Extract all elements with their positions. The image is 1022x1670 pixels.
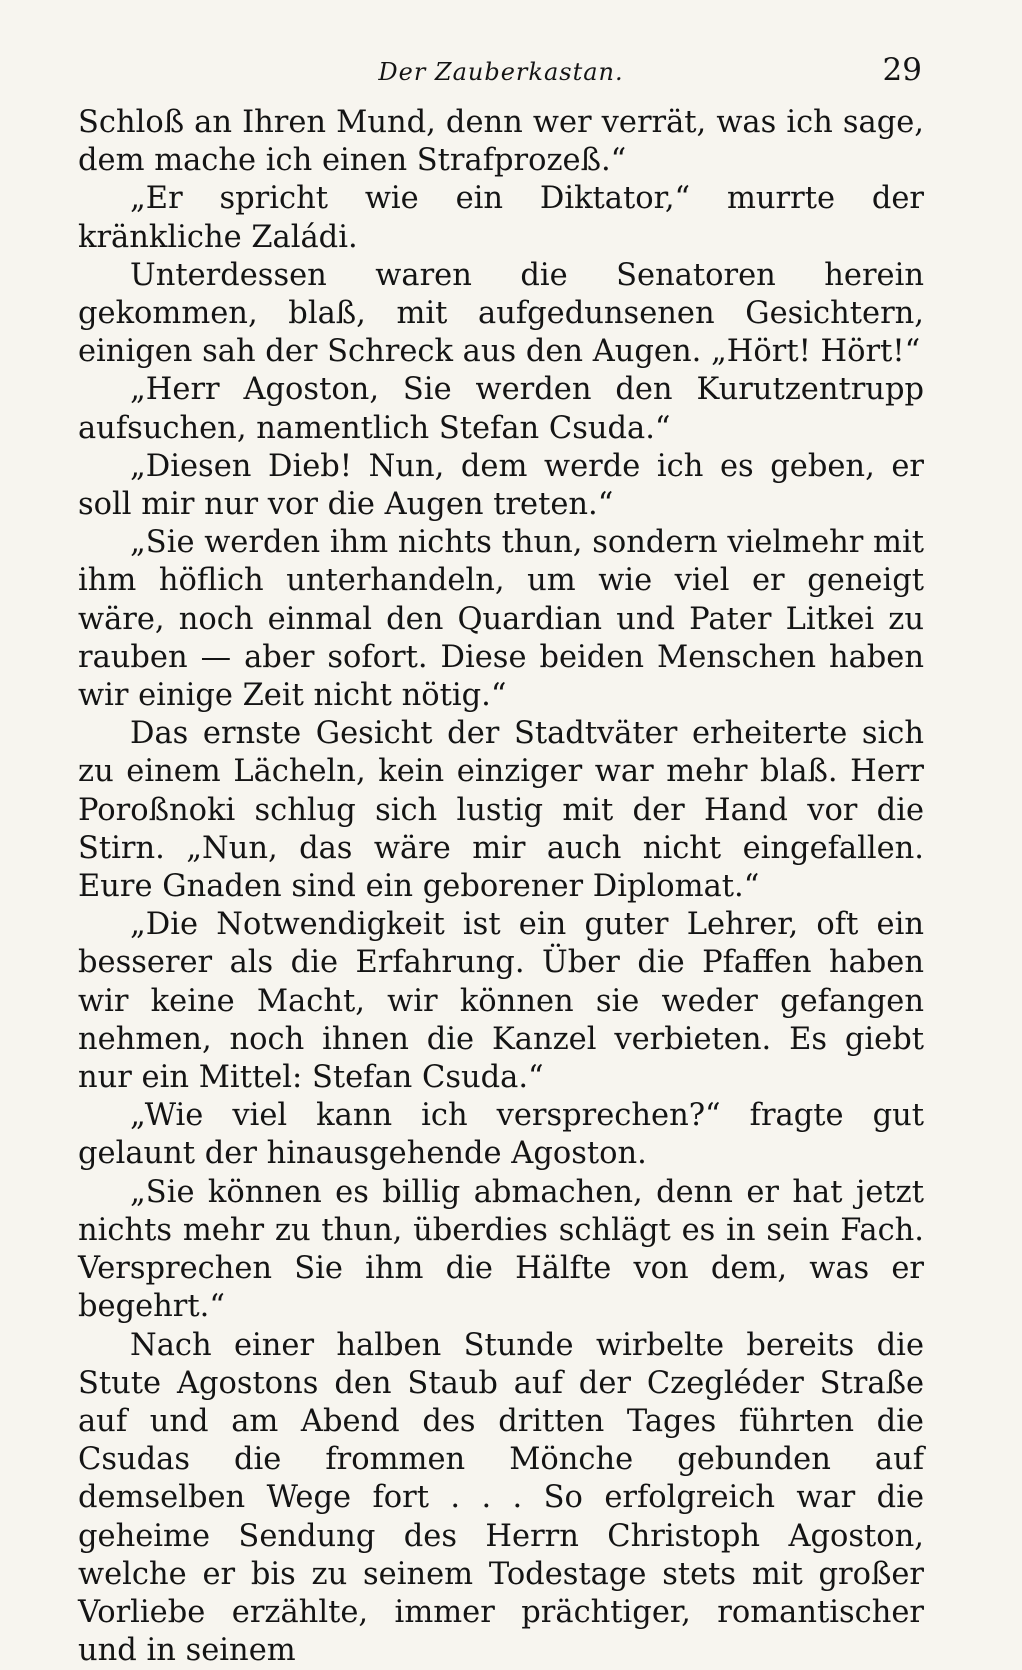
running-title: Der Zauberkastan.	[78, 58, 924, 86]
paragraph: „Die Notwendigkeit ist ein guter Lehrer, oft ein besserer als die Erfahrung. Über die Pfaffen haben wir keine Macht, wir können sie weder gefangen nehmen, noch ihnen die Kanzel verbieten. Es giebt nur ein Mittel: Stefan Csuda.“	[78, 906, 924, 1097]
page-number: 29	[883, 52, 922, 88]
page-header	[78, 52, 924, 96]
paragraph: „Er spricht wie ein Diktator,“ murrte der kränkliche Zaládi.	[78, 180, 924, 256]
paragraph: „Wie viel kann ich versprechen?“ fragte gut gelaunt der hinausgehende Agoston.	[78, 1097, 924, 1173]
body-text	[78, 104, 924, 1670]
paragraph: „Sie werden ihm nichts thun, sondern vielmehr mit ihm höflich unterhandeln, um wie viel er geneigt wäre, noch einmal den Quardian und Pater Litkei zu rauben — aber sofort. Diese beiden Menschen haben wir einige Zeit nicht nötig.“	[78, 524, 924, 715]
paragraph: „Sie können es billig abmachen, denn er hat jetzt nichts mehr zu thun, überdies schlägt es in sein Fach. Versprechen Sie ihm die Hälfte von dem, was er begehrt.“	[78, 1174, 924, 1327]
paragraph: „Herr Agoston, Sie werden den Kurutzentrupp aufsuchen, namentlich Stefan Csuda.“	[78, 371, 924, 447]
paragraph: Das ernste Gesicht der Stadtväter erheiterte sich zu einem Lächeln, kein einziger war mehr blaß. Herr Poroßnoki schlug sich lustig mit der Hand vor die Stirn. „Nun, das wäre mir auch nicht eingefallen. Eure Gnaden sind ein geborener Diplomat.“	[78, 715, 924, 906]
paragraph: Schloß an Ihren Mund, denn wer verrät, was ich sage, dem mache ich einen Strafprozeß.“	[78, 104, 924, 180]
paragraph: Unterdessen waren die Senatoren herein gekommen, blaß, mit aufgedunsenen Gesichtern, einigen sah der Schreck aus den Augen. „Hört! Hört!“	[78, 257, 924, 372]
paragraph: Nach einer halben Stunde wirbelte bereits die Stute Agostons den Staub auf der Czegléder Straße auf und am Abend des dritten Tages führten die Csudas die frommen Mönche gebunden auf demselben Wege fort . . . So erfolgreich war die geheime Sendung des Herrn Christoph Agoston, welche er bis zu seinem Todestage stets mit großer Vorliebe erzählte, immer prächtiger, romantischer und in seinem	[78, 1327, 924, 1670]
paragraph: „Diesen Dieb! Nun, dem werde ich es geben, er soll mir nur vor die Augen treten.“	[78, 448, 924, 524]
